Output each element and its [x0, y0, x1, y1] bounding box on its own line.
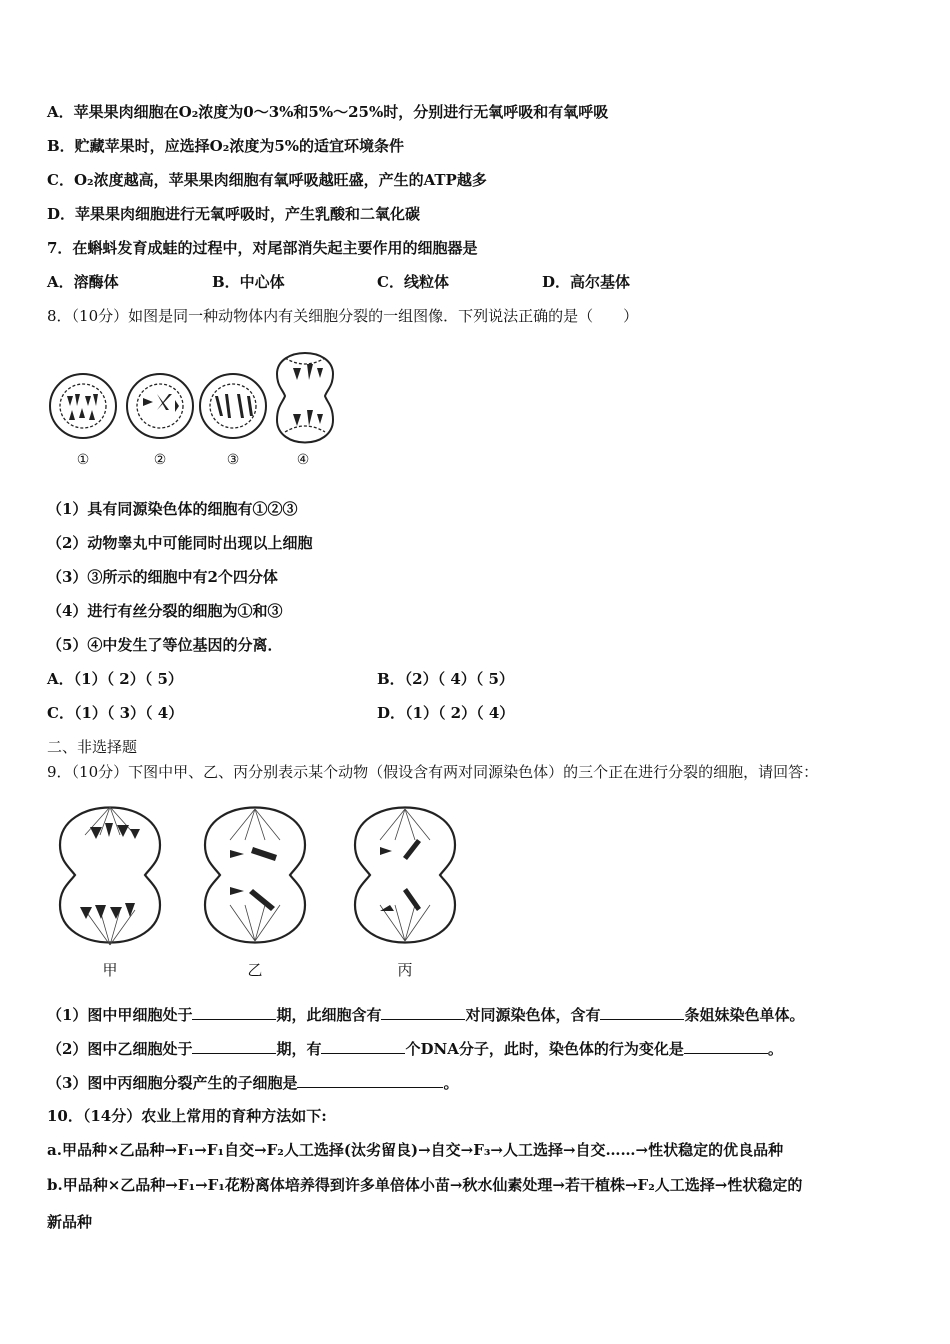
- q9-sub1: [47, 1004, 805, 1025]
- q9-sub2-part2: 期，有: [276, 1040, 322, 1058]
- figure-label-1: ①: [76, 452, 90, 468]
- q6-option-b: B．贮藏苹果时，应选择O₂浓度为5%的适宜环境条件: [47, 137, 405, 155]
- q7-option-d: D．高尔基体: [542, 273, 631, 291]
- q7-stem: 7．在蝌蚪发育成蛙的过程中，对尾部消失起主要作用的细胞器是: [47, 239, 478, 257]
- section-heading: 二、非选择题: [47, 738, 138, 756]
- q8-option-b: B．（2）（ 4）（ 5）: [377, 670, 514, 688]
- cell-4-outline: [277, 353, 333, 443]
- q9-sub3-part2: 。: [443, 1074, 459, 1092]
- q9-sub2-part4: 。: [767, 1040, 783, 1058]
- q6-option-d: D．苹果果肉细胞进行无氧呼吸时，产生乳酸和二氧化碳: [47, 205, 421, 223]
- q7-option-c: C．线粒体: [377, 273, 449, 291]
- q9-sub3: [47, 1072, 458, 1093]
- figure-label-4: ④: [296, 452, 310, 468]
- figure-label-3: ③: [226, 452, 240, 468]
- answer-blank[interactable]: [321, 1038, 405, 1054]
- answer-blank[interactable]: [297, 1072, 443, 1088]
- q9-sub1-part2: 期，此细胞含有: [276, 1006, 382, 1024]
- q10-stem: 10．（14分）农业上常用的育种方法如下:: [47, 1107, 327, 1125]
- answer-blank[interactable]: [192, 1038, 276, 1054]
- q10-method-a: a.甲品种×乙品种→F₁→F₁自交→F₂人工选择(汰劣留良)→自交→F₃→人工选择→自交……→性状稳定的优良品种: [47, 1141, 784, 1159]
- answer-blank[interactable]: [684, 1038, 768, 1054]
- q8-statement-2: （2）动物睾丸中可能同时出现以上细胞: [47, 534, 313, 552]
- cell-yi-outline: [205, 808, 305, 943]
- q7-option-a: A．溶酶体: [47, 273, 119, 291]
- q9-sub1-part1: （1）图中甲细胞处于: [47, 1006, 193, 1024]
- q6-option-a: A．苹果果肉细胞在O₂浓度为0～3%和5%～25%时，分别进行无氧呼吸和有氧呼吸: [47, 103, 609, 121]
- answer-blank[interactable]: [192, 1004, 276, 1020]
- answer-blank[interactable]: [381, 1004, 465, 1020]
- q8-option-a: A．（1）（ 2）（ 5）: [47, 670, 183, 688]
- q6-option-c: C．O₂浓度越高，苹果果肉细胞有氧呼吸越旺盛，产生的ATP越多: [47, 171, 487, 189]
- q10-method-b-cont: 新品种: [47, 1213, 93, 1231]
- cell-division-figure-q8: [45, 340, 340, 470]
- q9-sub2-part1: （2）图中乙细胞处于: [47, 1040, 193, 1058]
- q8-statement-5: （5）④中发生了等位基因的分离．: [47, 636, 283, 654]
- figure-label-jia: 甲: [102, 961, 118, 979]
- q9-stem: 9．（10分）下图中甲、乙、丙分别表示某个动物（假设含有两对同源染色体）的三个正在进行分裂的细胞，请回答：: [47, 763, 819, 781]
- answer-blank[interactable]: [600, 1004, 684, 1020]
- q8-statement-1: （1）具有同源染色体的细胞有①②③: [47, 500, 298, 518]
- q9-sub1-part4: 条姐妹染色单体。: [684, 1006, 805, 1024]
- figure-label-2: ②: [153, 452, 167, 468]
- q8-statement-4: （4）进行有丝分裂的细胞为①和③: [47, 602, 283, 620]
- cell-bing-outline: [355, 808, 455, 943]
- q9-sub3-part1: （3）图中丙细胞分裂产生的子细胞是: [47, 1074, 298, 1092]
- q9-sub1-part3: 对同源染色体，含有: [465, 1006, 601, 1024]
- q8-stem: 8．（10分）如图是同一种动物体内有关细胞分裂的一组图像．下列说法正确的是（ ）: [47, 307, 639, 325]
- figure-label-yi: 乙: [247, 961, 263, 979]
- q9-sub2: [47, 1038, 783, 1059]
- q8-option-c: C．（1）（ 3）（ 4）: [47, 704, 184, 722]
- q7-option-b: B．中心体: [212, 273, 285, 291]
- q10-method-b: b.甲品种×乙品种→F₁→F₁花粉离体培养得到许多单倍体小苗→秋水仙素处理→若干植株→F₂人工选择→性状稳定的: [47, 1176, 803, 1194]
- q8-statement-3: （3）③所示的细胞中有2个四分体: [47, 568, 278, 586]
- figure-label-bing: 丙: [397, 961, 413, 979]
- q8-option-d: D．（1）（ 2）（ 4）: [377, 704, 515, 722]
- cell-division-figure-q9: [45, 795, 475, 985]
- q9-sub2-part3: 个DNA分子，此时，染色体的行为变化是: [405, 1040, 684, 1058]
